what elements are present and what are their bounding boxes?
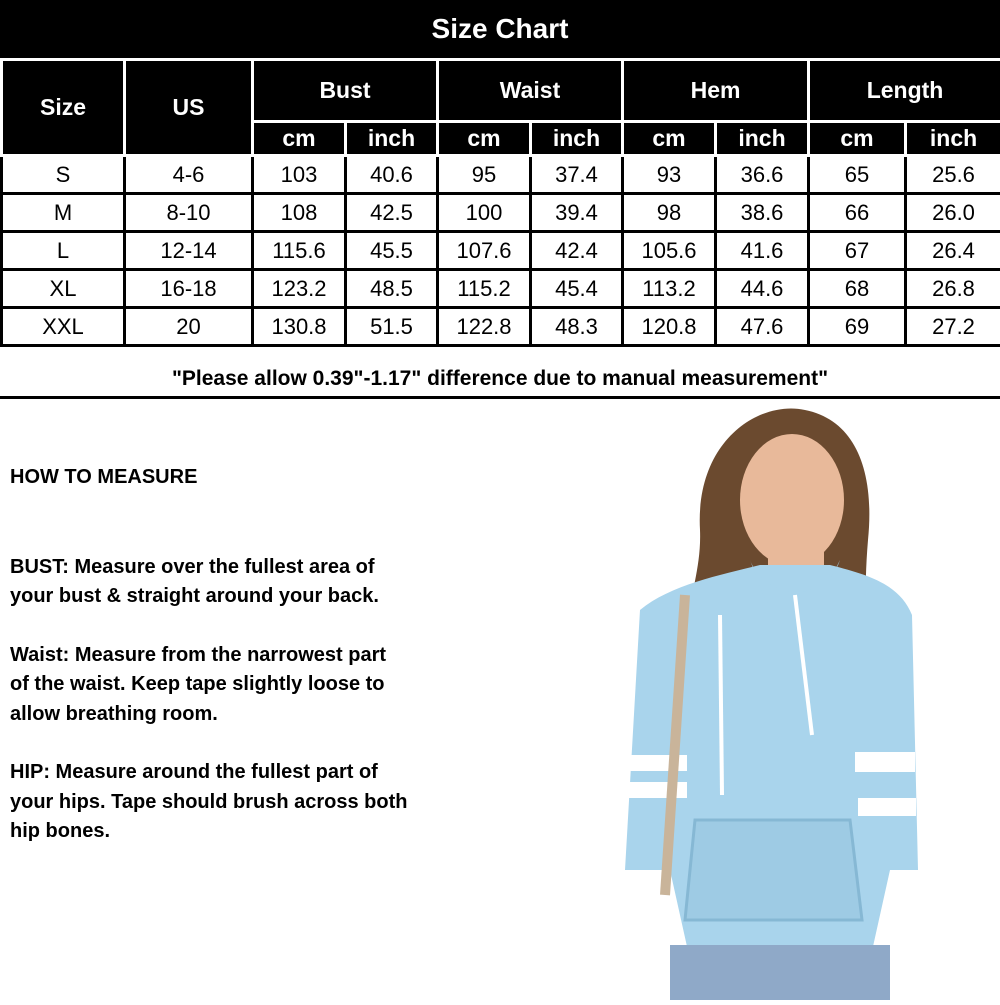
measurement-cell: 47.6 — [716, 308, 809, 346]
measurement-cell: 115.6 — [253, 232, 346, 270]
measurement-cell: 65 — [809, 156, 906, 194]
measurement-cell: 48.3 — [531, 308, 623, 346]
jeans-shape — [670, 945, 890, 1000]
table-row — [2, 308, 1000, 346]
size-table — [0, 58, 1000, 347]
measurement-cell: 107.6 — [438, 232, 531, 270]
measurement-cell: 123.2 — [253, 270, 346, 308]
measurement-note: "Please allow 0.39"-1.17" difference due to manual measurement" — [0, 362, 1000, 399]
measurement-cell: 115.2 — [438, 270, 531, 308]
measurement-cell: 98 — [623, 194, 716, 232]
unit-inch: inch — [531, 122, 623, 156]
measurement-cell: 105.6 — [623, 232, 716, 270]
how-to-measure — [10, 463, 490, 876]
measurement-cell: 67 — [809, 232, 906, 270]
us-cell: 4-6 — [125, 156, 253, 194]
measurement-cell: 45.4 — [531, 270, 623, 308]
measurement-cell: 26.8 — [906, 270, 1000, 308]
measurement-cell: 69 — [809, 308, 906, 346]
unit-inch: inch — [346, 122, 438, 156]
size-cell: XL — [2, 270, 125, 308]
unit-inch: inch — [716, 122, 809, 156]
unit-cm: cm — [253, 122, 346, 156]
us-cell: 20 — [125, 308, 253, 346]
measurement-cell: 120.8 — [623, 308, 716, 346]
waist-instructions: Waist: Measure from the narrowest part of the waist. Keep tape slightly loose to allow breathing room. — [10, 641, 490, 730]
measurement-cell: 122.8 — [438, 308, 531, 346]
us-cell: 16-18 — [125, 270, 253, 308]
measurement-cell: 40.6 — [346, 156, 438, 194]
pocket-shape — [685, 820, 862, 920]
measurement-cell: 42.5 — [346, 194, 438, 232]
table-row — [2, 194, 1000, 232]
measurement-cell: 26.0 — [906, 194, 1000, 232]
measurement-cell: 26.4 — [906, 232, 1000, 270]
header-size: Size — [2, 60, 125, 156]
drawstring — [720, 615, 722, 795]
measurement-cell: 130.8 — [253, 308, 346, 346]
model-illustration — [600, 400, 1000, 1000]
measurement-cell: 38.6 — [716, 194, 809, 232]
header-bust: Bust — [253, 60, 438, 122]
measurement-cell: 27.2 — [906, 308, 1000, 346]
unit-cm: cm — [623, 122, 716, 156]
measurement-cell: 113.2 — [623, 270, 716, 308]
how-to-heading: HOW TO MEASURE — [10, 463, 490, 493]
measurement-cell: 42.4 — [531, 232, 623, 270]
measurement-cell: 37.4 — [531, 156, 623, 194]
table-row — [2, 270, 1000, 308]
table-row — [2, 232, 1000, 270]
measurement-cell: 108 — [253, 194, 346, 232]
size-cell: L — [2, 232, 125, 270]
size-cell: S — [2, 156, 125, 194]
measurement-cell: 41.6 — [716, 232, 809, 270]
measurement-cell: 44.6 — [716, 270, 809, 308]
size-chart-title: Size Chart — [0, 0, 1000, 58]
measurement-cell: 39.4 — [531, 194, 623, 232]
measurement-cell: 100 — [438, 194, 531, 232]
measurement-cell: 25.6 — [906, 156, 1000, 194]
header-length: Length — [809, 60, 1000, 122]
measurement-cell: 48.5 — [346, 270, 438, 308]
measurement-cell: 93 — [623, 156, 716, 194]
model-photo — [600, 400, 1000, 1000]
measurement-cell: 51.5 — [346, 308, 438, 346]
header-us: US — [125, 60, 253, 156]
bust-instructions: BUST: Measure over the fullest area of your bust & straight around your back. — [10, 553, 490, 612]
unit-cm: cm — [809, 122, 906, 156]
measurement-cell: 66 — [809, 194, 906, 232]
table-row — [2, 156, 1000, 194]
size-cell: XXL — [2, 308, 125, 346]
header-waist: Waist — [438, 60, 623, 122]
measurement-cell: 103 — [253, 156, 346, 194]
sleeve-stripe — [858, 798, 916, 816]
measurement-cell: 36.6 — [716, 156, 809, 194]
hip-instructions: HIP: Measure around the fullest part of your hips. Tape should brush across both hip bones. — [10, 758, 490, 847]
measurement-cell: 95 — [438, 156, 531, 194]
us-cell: 12-14 — [125, 232, 253, 270]
size-cell: M — [2, 194, 125, 232]
unit-inch: inch — [906, 122, 1000, 156]
header-hem: Hem — [623, 60, 809, 122]
measurement-cell: 45.5 — [346, 232, 438, 270]
us-cell: 8-10 — [125, 194, 253, 232]
unit-cm: cm — [438, 122, 531, 156]
measurement-cell: 68 — [809, 270, 906, 308]
sleeve-stripe — [855, 752, 915, 772]
face-shape — [740, 434, 844, 566]
